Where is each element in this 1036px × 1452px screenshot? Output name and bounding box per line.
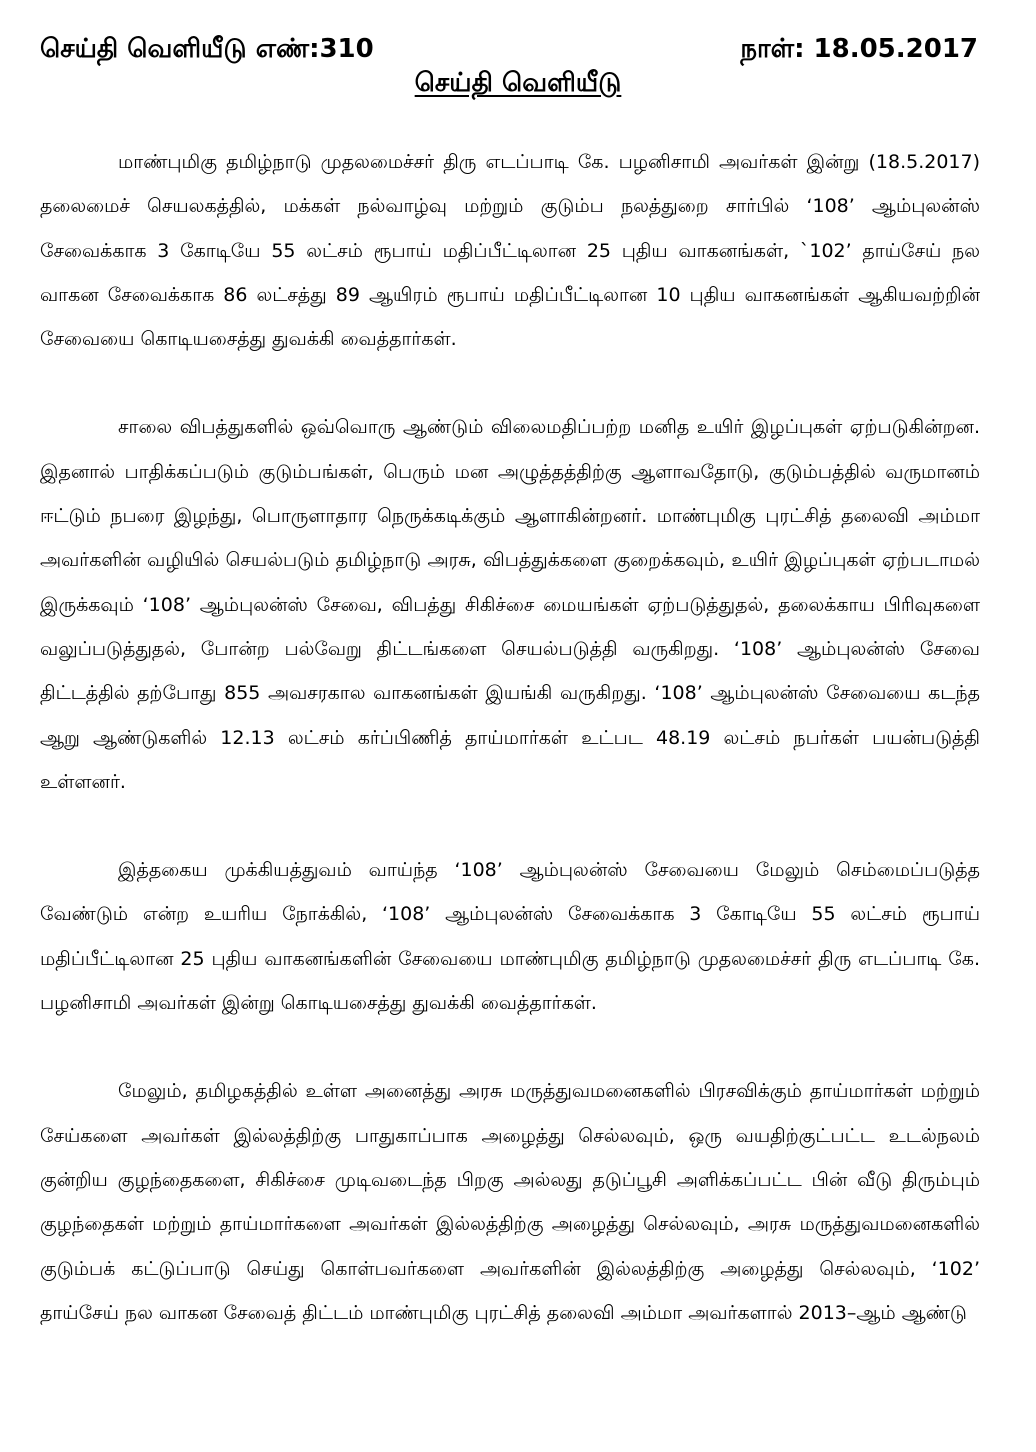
page-title: செய்தி வெளியீடு — [414, 68, 622, 98]
paragraph-3: இத்தகைய முக்கியத்துவம் வாய்ந்த ‘108’ ஆம்புலன்ஸ் சேவையை மேலும் செம்மைப்படுத்த வேண்டும் என்ற உயரிய நோக்கில், ‘108’ ஆம்புலன்ஸ் சேவைக்காக 3 கோடியே 55 லட்சம் ரூபாய் மதிப்பீட்டிலான 25 புதிய வாகனங்களின் சேவையை மாண்புமிகு தமிழ்நாடு முதலமைச்சர் திரு எடப்பாடி கே. பழனிசாமி அவர்கள் இன்று கொடியசைத்து துவக்கி வைத்தார்கள். — [40, 859, 980, 1015]
paragraph-2: சாலை விபத்துகளில் ஒவ்வொரு ஆண்டும் விலைமதிப்பற்ற மனித உயிர் இழப்புகள் ஏற்படுகின்றன. இதனால் பாதிக்கப்படும் குடும்பங்கள், பெரும் மன அழுத்தத்திற்கு ஆளாவதோடு, குடும்பத்தில் வருமானம் ஈட்டும் நபரை இழந்து, பொருளாதார நெருக்கடிக்கும் ஆளாகின்றனர். மாண்புமிகு புரட்சித் தலைவி அம்மா அவர்களின் வழியில் செயல்படும் தமிழ்நாடு அரசு, விபத்துக்களை குறைக்கவும், உயிர் இழப்புகள் ஏற்படாமல் இருக்கவும் ‘108’ ஆம்புலன்ஸ் சேவை, விபத்து சிகிச்சை மையங்கள் ஏற்படுத்துதல், தலைக்காய பிரிவுகளை வலுப்படுத்துதல், போன்ற பல்வேறு திட்டங்களை செயல்படுத்தி வருகிறது. ‘108’ ஆம்புலன்ஸ் சேவை திட்டத்தில் தற்போது 855 அவசரகால வாகனங்கள் இயங்கி வருகிறது. ‘108’ ஆம்புலன்ஸ் சேவையை கடந்த ஆறு ஆண்டுகளில் 12.13 லட்சம் கர்ப்பிணித் தாய்மார்கள் உட்பட 48.19 லட்சம் நபர்கள் பயன்படுத்தி உள்ளனர். — [40, 416, 980, 793]
paragraph-1: மாண்புமிகு தமிழ்நாடு முதலமைச்சர் திரு எடப்பாடி கே. பழனிசாமி அவர்கள் இன்று (18.5.2017) தலைமைச் செயலகத்தில், மக்கள் நல்வாழ்வு மற்றும் குடும்ப நலத்துறை சார்பில் ‘108’ ஆம்புலன்ஸ் சேவைக்காக 3 கோடியே 55 லட்சம் ரூபாய் மதிப்பீட்டிலான 25 புதிய வாகனங்கள், `102’ தாய்சேய் நல வாகன சேவைக்காக 86 லட்சத்து 89 ஆயிரம் ரூபாய் மதிப்பீட்டிலான 10 புதிய வாகனங்கள் ஆகியவற்றின் சேவையை கொடியசைத்து துவக்கி வைத்தார்கள். — [40, 151, 980, 351]
header-row — [40, 30, 978, 70]
release-number: செய்தி வெளியீடு எண்:310 — [40, 33, 374, 64]
paragraph-4: மேலும், தமிழகத்தில் உள்ள அனைத்து அரசு மருத்துவமனைகளில் பிரசவிக்கும் தாய்மார்கள் மற்றும் சேய்களை அவர்கள் இல்லத்திற்கு பாதுகாப்பாக அழைத்து செல்லவும், ஒரு வயதிற்குட்பட்ட உடல்நலம் குன்றிய குழந்தைகளை, சிகிச்சை முடிவடைந்த பிறகு அல்லது தடுப்பூசி அளிக்கப்பட்ட பின் வீடு திரும்பும் குழந்தைகள் மற்றும் தாய்மார்களை அவர்கள் இல்லத்திற்கு அழைத்து செல்லவும், அரசு மருத்துவமனைகளில் குடும்பக் கட்டுப்பாடு செய்து கொள்பவர்களை அவர்களின் இல்லத்திற்கு அழைத்து செல்லவும், ‘102’ தாய்சேய் நல வாகன சேவைத் திட்டம் மாண்புமிகு புரட்சித் தலைவி அம்மா அவர்களால் 2013–ஆம் ஆண்டு — [40, 1080, 980, 1324]
release-date: நாள்: 18.05.2017 — [740, 33, 978, 64]
body-text — [40, 140, 980, 1379]
